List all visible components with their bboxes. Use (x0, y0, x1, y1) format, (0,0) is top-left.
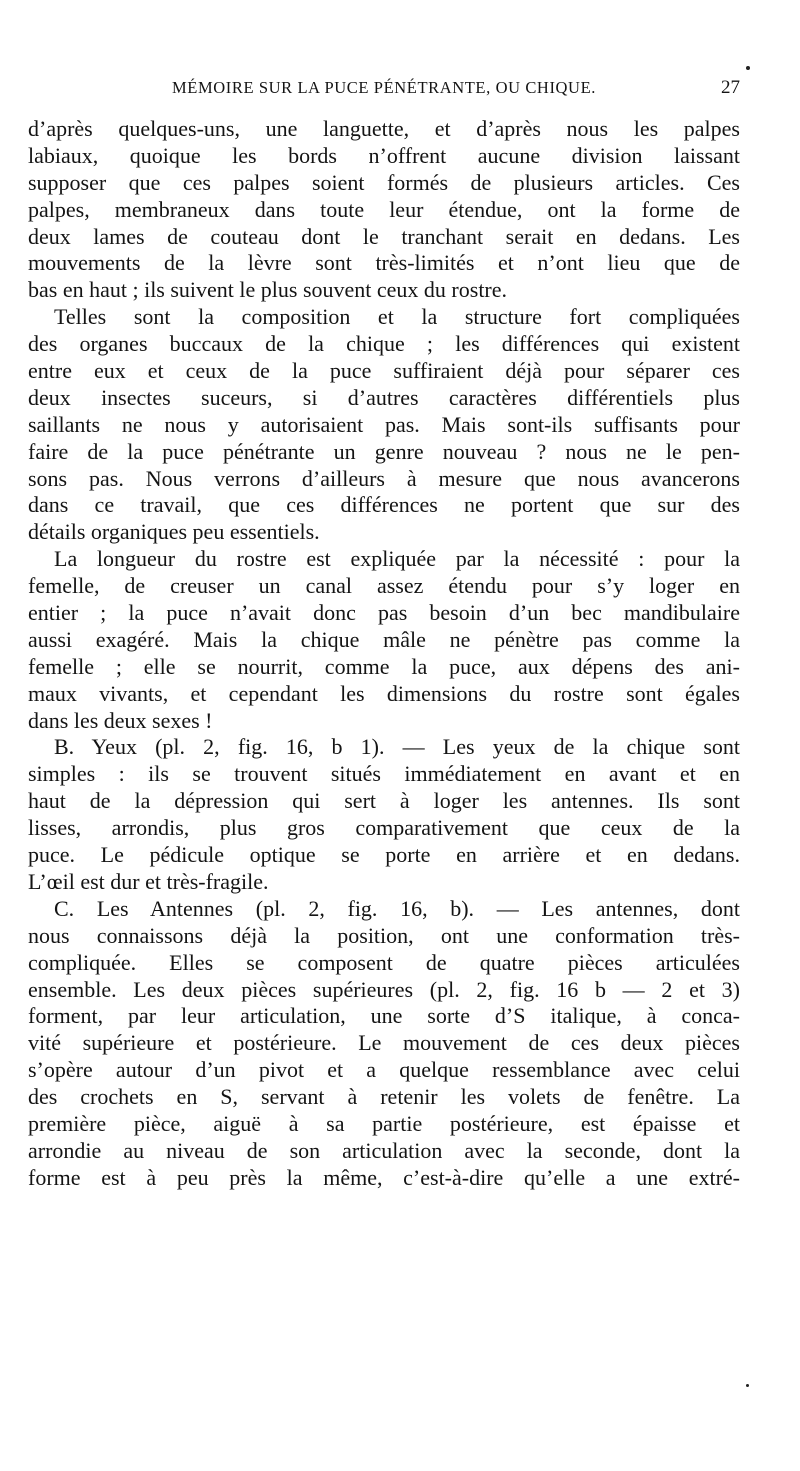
page-header (28, 76, 740, 106)
text-line: labiaux, quoique les bords n’offrent aucune division laissant (28, 142, 740, 168)
text-line: B. Yeux (pl. 2, fig. 16, b 1). — Les yeux de la chique sont (54, 734, 740, 760)
text-line: bas en haut ; ils suivent le plus souvent ceux du rostre. (28, 277, 508, 303)
text-line: puce. Le pédicule optique se porte en arrière et en dedans. (28, 842, 740, 868)
text-line: ensemble. Les deux pièces supérieures (pl. 2, fig. 16 b — 2 et 3) (28, 976, 740, 1002)
text-line: s’opère autour d’un pivot et a quelque ressemblance avec celui (28, 1057, 740, 1083)
text-line: femelle ; elle se nourrit, comme la puce, aux dépens des ani- (28, 653, 740, 679)
text-line: L’œil est dur et très-fragile. (28, 868, 269, 894)
text-line: faire de la puce pénétrante un genre nouveau ? nous ne le pen- (28, 438, 740, 464)
text-line: nous connaissons déjà la position, ont une conformation très- (28, 922, 740, 948)
text-line: palpes, membraneux dans toute leur étendue, ont la forme de (28, 196, 740, 222)
page-number: 27 (721, 77, 740, 98)
text-line: mouvements de la lèvre sont très-limités et n’ont lieu que de (28, 250, 740, 276)
text-line: dans les deux sexes ! (28, 707, 213, 733)
text-line: compliquée. Elles se composent de quatre pièces articulées (28, 949, 740, 975)
text-line: haut de la dépression qui sert à loger les antennes. Ils sont (28, 788, 740, 814)
print-speck (746, 1384, 749, 1387)
text-line: femelle, de creuser un canal assez étendu pour s’y loger en (28, 573, 740, 599)
running-title: MÉMOIRE SUR LA PUCE PÉNÉTRANTE, OU CHIQUE. (172, 78, 596, 97)
text-line: lisses, arrondis, plus gros comparativement que ceux de la (28, 815, 740, 841)
text-line: vité supérieure et postérieure. Le mouvement de ces deux pièces (28, 1030, 740, 1056)
text-line: entre eux et ceux de la puce suffiraient déjà pour séparer ces (28, 358, 740, 384)
text-line: deux lames de couteau dont le tranchant serait en dedans. Les (28, 223, 740, 249)
text-line: forme est à peu près la même, c’est-à-dire qu’elle a une extré- (28, 1164, 740, 1190)
text-line: simples : ils se trouvent situés immédiatement en avant et en (28, 761, 740, 787)
text-line: Telles sont la composition et la structure fort compliquées (54, 304, 740, 330)
text-line: des organes buccaux de la chique ; les différences qui existent (28, 331, 740, 357)
text-line: C. Les Antennes (pl. 2, fig. 16, b). — Les antennes, dont (54, 895, 740, 921)
text-line: maux vivants, et cependant les dimensions du rostre sont égales (28, 680, 740, 706)
text-line: deux insectes suceurs, si d’autres caractères différentiels plus (28, 384, 740, 410)
text-line: La longueur du rostre est expliquée par la nécessité : pour la (54, 546, 740, 572)
text-line: entier ; la puce n’avait donc pas besoin d’un bec mandibulaire (28, 600, 740, 626)
text-line: sons pas. Nous verrons d’ailleurs à mesure que nous avancerons (28, 465, 740, 491)
print-speck (746, 66, 750, 70)
text-line: des crochets en S, servant à retenir les volets de fenêtre. La (28, 1084, 740, 1110)
text-line: saillants ne nous y autorisaient pas. Mais sont-ils suffisants pour (28, 411, 740, 437)
text-line: dans ce travail, que ces différences ne portent que sur des (28, 492, 740, 518)
body-text (28, 116, 740, 1192)
text-line: d’après quelques-uns, une languette, et d’après nous les palpes (28, 116, 740, 141)
text-line: supposer que ces palpes soient formés de plusieurs articles. Ces (28, 169, 740, 195)
text-line: arrondie au niveau de son articulation avec la seconde, dont la (28, 1137, 740, 1163)
text-line: détails organiques peu essentiels. (28, 519, 320, 545)
text-line: première pièce, aiguë à sa partie postérieure, est épaisse et (28, 1110, 740, 1136)
text-line: forment, par leur articulation, une sorte d’S italique, à conca- (28, 1003, 740, 1029)
text-line: aussi exagéré. Mais la chique mâle ne pénètre pas comme la (28, 626, 740, 652)
